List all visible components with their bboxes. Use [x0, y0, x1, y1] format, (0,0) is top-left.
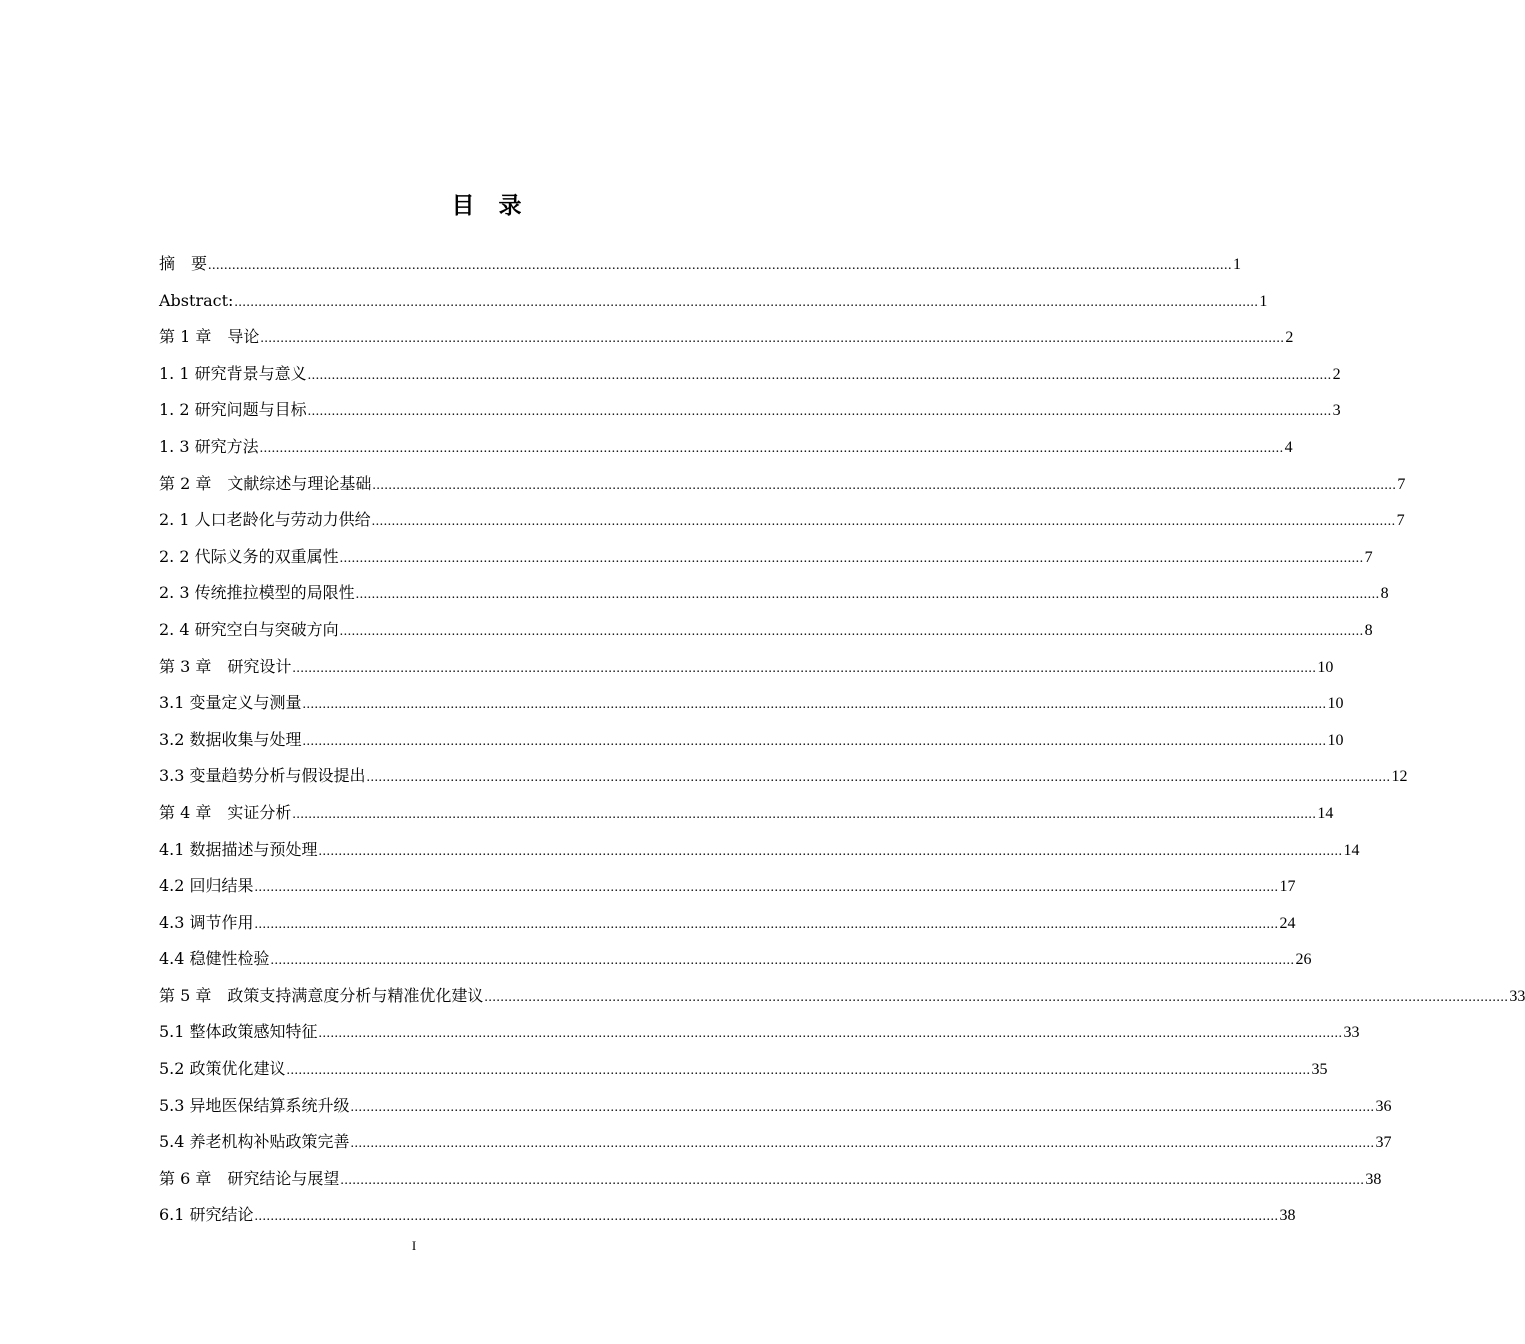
toc-entry[interactable] — [159, 722, 1344, 759]
toc-entry-label: 5.3 异地医保结算系统升级 — [159, 1095, 350, 1115]
toc-entry[interactable] — [159, 575, 1389, 612]
toc-dot-leader: ................................................................................................................................................................................................................................................................ — [371, 514, 1396, 530]
toc-entry[interactable] — [159, 941, 1312, 978]
toc-entry[interactable] — [159, 905, 1296, 942]
toc-entry[interactable] — [159, 283, 1268, 320]
toc-entry[interactable] — [159, 1124, 1392, 1161]
toc-entry-page: 10 — [1317, 658, 1334, 676]
toc-dot-leader: ................................................................................................................................................................................................................................................................ — [318, 843, 1343, 859]
toc-dot-leader: ................................................................................................................................................................................................................................................................ — [307, 404, 1332, 420]
toc-entry-label: 5.4 养老机构补贴政策完善 — [159, 1132, 350, 1152]
toc-entry-page: 1 — [1259, 292, 1268, 310]
toc-entry-page: 26 — [1295, 951, 1312, 969]
toc-dot-leader: ................................................................................................................................................................................................................................................................ — [260, 331, 1285, 347]
toc-entry[interactable] — [159, 612, 1373, 649]
toc-entry-page: 2 — [1332, 365, 1341, 383]
toc-entry[interactable] — [159, 356, 1341, 393]
toc-entry[interactable] — [159, 319, 1294, 356]
toc-entry[interactable] — [159, 246, 1242, 283]
toc-entry-page: 7 — [1396, 512, 1405, 530]
toc-entry[interactable] — [159, 1051, 1328, 1088]
toc-dot-leader: ................................................................................................................................................................................................................................................................ — [286, 1063, 1311, 1079]
toc-entry-label: 3.1 变量定义与测量 — [159, 693, 302, 713]
toc-entry[interactable] — [159, 1014, 1360, 1051]
toc-entry-label: 1. 1 研究背景与意义 — [159, 363, 307, 383]
toc-entry-page: 2 — [1285, 329, 1294, 347]
toc-entry-label: 第 2 章 文献综述与理论基础 — [159, 473, 372, 493]
toc-dot-leader: ................................................................................................................................................................................................................................................................ — [350, 1136, 1375, 1152]
toc-entry-page: 1 — [1233, 256, 1242, 273]
toc-dot-leader: ................................................................................................................................................................................................................................................................ — [484, 989, 1509, 1005]
toc-entry-page: 38 — [1279, 1207, 1296, 1225]
page-title: 目录 — [451, 193, 546, 220]
toc-entry-page: 7 — [1364, 548, 1373, 566]
toc-dot-leader: ................................................................................................................................................................................................................................................................ — [318, 1026, 1343, 1042]
toc-entry-label: 5.1 整体政策感知特征 — [159, 1022, 318, 1042]
toc-entry[interactable] — [159, 502, 1405, 539]
toc-dot-leader: ................................................................................................................................................................................................................................................................ — [254, 880, 1279, 896]
toc-entry-label: 1. 2 研究问题与目标 — [159, 400, 307, 420]
toc-entry-label: 2. 1 人口老龄化与劳动力供给 — [159, 510, 371, 530]
toc-dot-leader: ................................................................................................................................................................................................................................................................ — [372, 477, 1397, 493]
page-number: I — [411, 1238, 417, 1253]
toc-entry[interactable] — [159, 868, 1296, 905]
toc-entry-page: 33 — [1343, 1024, 1360, 1042]
toc-entry-label: 3.3 变量趋势分析与假设提出 — [159, 766, 366, 786]
toc-entry-label: 4.2 回归结果 — [159, 876, 254, 896]
toc-entry-label: 1. 3 研究方法 — [159, 436, 259, 456]
toc-entry-label: 2. 3 传统推拉模型的局限性 — [159, 583, 355, 603]
toc-entry-page: 8 — [1364, 621, 1373, 639]
toc-entry[interactable] — [159, 1197, 1296, 1234]
toc-entry-label: 第 5 章 政策支持满意度分析与精准优化建议 — [159, 985, 484, 1005]
toc-dot-leader: ................................................................................................................................................................................................................................................................ — [366, 770, 1391, 786]
toc-entry-label: 3.2 数据收集与处理 — [159, 729, 302, 749]
toc-entry-page: 10 — [1327, 695, 1344, 713]
toc-dot-leader: ................................................................................................................................................................................................................................................................ — [307, 367, 1332, 383]
toc-entry[interactable] — [159, 539, 1373, 576]
toc-dot-leader: ................................................................................................................................................................................................................................................................ — [339, 623, 1364, 639]
toc-entry-label: 4.1 数据描述与预处理 — [159, 839, 318, 859]
toc-entry[interactable] — [159, 1088, 1392, 1125]
toc-entry-page: 24 — [1279, 914, 1296, 932]
toc-entry[interactable] — [159, 758, 1408, 795]
table-of-contents — [159, 246, 1525, 1234]
toc-entry-label: 第 4 章 实证分析 — [159, 802, 292, 822]
toc-entry[interactable] — [159, 832, 1360, 869]
toc-entry[interactable] — [159, 1161, 1382, 1198]
toc-entry[interactable] — [159, 685, 1344, 722]
toc-entry-page: 36 — [1375, 1097, 1392, 1115]
toc-dot-leader: ................................................................................................................................................................................................................................................................ — [254, 916, 1279, 932]
toc-entry-label: 2. 4 研究空白与突破方向 — [159, 619, 339, 639]
toc-entry[interactable] — [159, 429, 1293, 466]
toc-entry[interactable] — [159, 392, 1341, 429]
toc-entry-page: 35 — [1311, 1061, 1328, 1079]
toc-dot-leader: ................................................................................................................................................................................................................................................................ — [292, 806, 1317, 822]
toc-dot-leader: ................................................................................................................................................................................................................................................................ — [340, 1172, 1365, 1188]
toc-entry[interactable] — [159, 795, 1334, 832]
toc-dot-leader: ................................................................................................................................................................................................................................................................ — [254, 1209, 1279, 1225]
toc-entry-page: 8 — [1380, 585, 1389, 603]
toc-dot-leader: ................................................................................................................................................................................................................................................................ — [208, 258, 1233, 273]
toc-entry-label: Abstract: — [159, 290, 234, 310]
toc-entry[interactable] — [159, 649, 1334, 686]
toc-entry-page: 10 — [1327, 731, 1344, 749]
toc-entry-page: 37 — [1375, 1134, 1392, 1152]
toc-entry-page: 4 — [1284, 438, 1293, 456]
toc-entry-label: 6.1 研究结论 — [159, 1205, 254, 1225]
toc-entry-page: 33 — [1509, 987, 1525, 1005]
toc-entry-page: 14 — [1343, 841, 1360, 859]
toc-dot-leader: ................................................................................................................................................................................................................................................................ — [292, 660, 1317, 676]
toc-entry-page: 12 — [1391, 768, 1408, 786]
toc-dot-leader: ................................................................................................................................................................................................................................................................ — [302, 697, 1327, 713]
toc-entry-page: 14 — [1317, 804, 1334, 822]
toc-entry-page: 17 — [1279, 878, 1296, 896]
toc-entry-page: 7 — [1397, 475, 1406, 493]
toc-entry-label: 2. 2 代际义务的双重属性 — [159, 546, 339, 566]
toc-entry-label: 摘 要 — [159, 254, 208, 273]
toc-dot-leader: ................................................................................................................................................................................................................................................................ — [270, 953, 1295, 969]
toc-dot-leader: ................................................................................................................................................................................................................................................................ — [234, 294, 1259, 310]
toc-entry-label: 第 3 章 研究设计 — [159, 656, 292, 676]
toc-entry-label: 4.4 稳健性检验 — [159, 949, 270, 969]
toc-entry-label: 第 6 章 研究结论与展望 — [159, 1168, 340, 1188]
toc-entry-page: 3 — [1332, 402, 1341, 420]
toc-dot-leader: ................................................................................................................................................................................................................................................................ — [302, 733, 1327, 749]
toc-entry-page: 38 — [1365, 1170, 1382, 1188]
toc-entry-label: 5.2 政策优化建议 — [159, 1059, 286, 1079]
toc-dot-leader: ................................................................................................................................................................................................................................................................ — [350, 1099, 1375, 1115]
toc-entry-label: 4.3 调节作用 — [159, 912, 254, 932]
toc-entry-label: 第 1 章 导论 — [159, 327, 260, 347]
toc-dot-leader: ................................................................................................................................................................................................................................................................ — [355, 587, 1380, 603]
toc-entry[interactable] — [159, 466, 1406, 503]
toc-entry[interactable] — [159, 978, 1525, 1015]
toc-dot-leader: ................................................................................................................................................................................................................................................................ — [339, 550, 1364, 566]
toc-dot-leader: ................................................................................................................................................................................................................................................................ — [259, 440, 1284, 456]
